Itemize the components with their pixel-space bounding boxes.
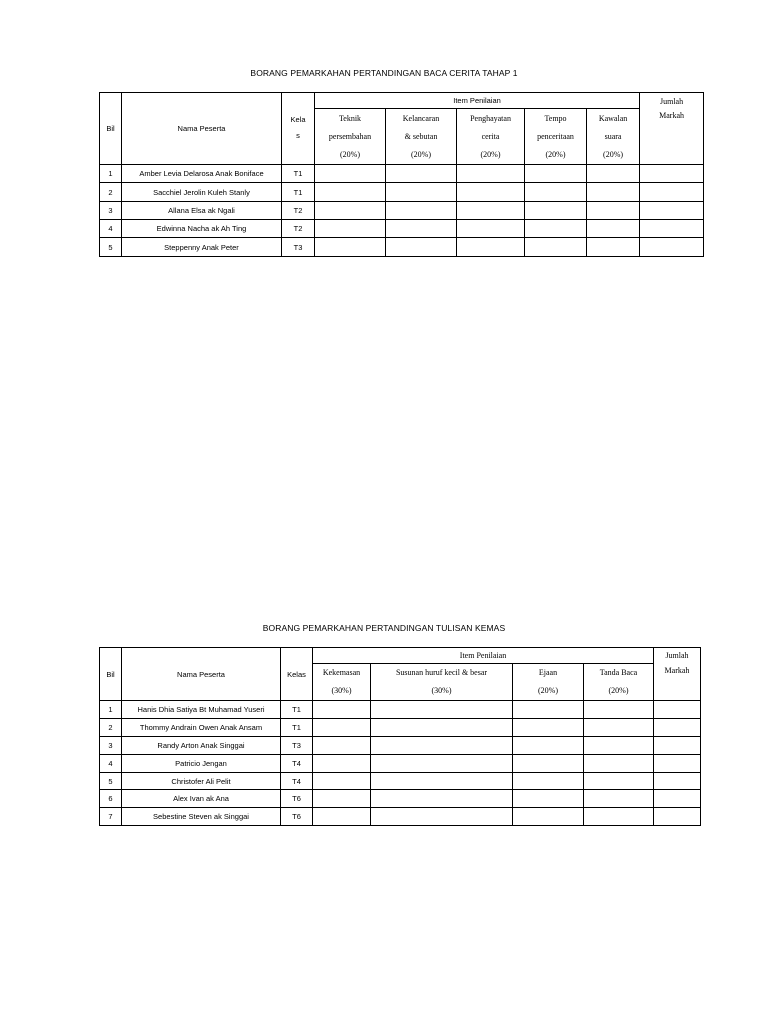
score-cell[interactable] <box>313 808 371 826</box>
score-cell[interactable] <box>513 719 584 737</box>
criteria-susunan <box>371 664 513 701</box>
form2-table <box>99 647 701 826</box>
kelas-header-line2: s <box>296 130 300 140</box>
criteria-line: (20%) <box>480 150 501 159</box>
table-row <box>100 238 704 257</box>
bil-header: Bil <box>100 93 122 165</box>
total-cell[interactable] <box>640 238 704 257</box>
table-row <box>100 790 701 808</box>
nama-cell: Hanis Dhia Satiya Bt Muhamad Yuseri <box>122 701 281 719</box>
score-cell[interactable] <box>584 755 654 773</box>
score-cell[interactable] <box>371 808 513 826</box>
criteria-line: Teknik <box>338 114 362 123</box>
kelas-cell: T3 <box>282 238 315 257</box>
score-cell[interactable] <box>513 808 584 826</box>
criteria-line: (20%) <box>608 686 629 695</box>
kelas-cell: T4 <box>281 773 313 790</box>
criteria-line: Susunan huruf kecil & besar <box>395 668 488 677</box>
bil-header: Bil <box>100 648 122 701</box>
total-cell[interactable] <box>654 808 701 826</box>
score-cell[interactable] <box>313 790 371 808</box>
jumlah-markah-header <box>654 648 701 701</box>
score-cell[interactable] <box>525 165 587 183</box>
jumlah-line2: Markah <box>664 666 690 675</box>
nama-header: Nama Peserta <box>122 648 281 701</box>
total-cell[interactable] <box>654 701 701 719</box>
bil-cell: 2 <box>100 719 122 737</box>
kelas-cell: T2 <box>282 220 315 238</box>
criteria-line: (30%) <box>431 686 452 695</box>
score-cell[interactable] <box>584 737 654 755</box>
score-cell[interactable] <box>584 719 654 737</box>
jumlah-line1: Jumlah <box>665 651 689 660</box>
bil-cell: 3 <box>100 202 122 220</box>
score-cell[interactable] <box>457 220 525 238</box>
score-cell[interactable] <box>525 238 587 257</box>
score-cell[interactable] <box>315 202 386 220</box>
table-row <box>100 202 704 220</box>
score-cell[interactable] <box>386 183 457 202</box>
criteria-line: (30%) <box>331 686 352 695</box>
score-cell[interactable] <box>315 183 386 202</box>
score-cell[interactable] <box>313 719 371 737</box>
score-cell[interactable] <box>457 165 525 183</box>
score-cell[interactable] <box>525 202 587 220</box>
score-cell[interactable] <box>313 737 371 755</box>
score-cell[interactable] <box>513 737 584 755</box>
criteria-line: Penghayatan <box>470 114 511 123</box>
table-row <box>100 773 701 790</box>
total-cell[interactable] <box>654 755 701 773</box>
score-cell[interactable] <box>513 701 584 719</box>
bil-cell: 5 <box>100 773 122 790</box>
criteria-kawalan <box>587 109 640 165</box>
criteria-tempo <box>525 109 587 165</box>
nama-cell: Edwinna Nacha ak Ah Ting <box>122 220 282 238</box>
criteria-teknik <box>315 109 386 165</box>
nama-cell: Thommy Andrain Owen Anak Ansam <box>122 719 281 737</box>
jumlah-line1: Jumlah <box>660 97 684 106</box>
total-cell[interactable] <box>654 790 701 808</box>
score-cell[interactable] <box>587 183 640 202</box>
score-cell[interactable] <box>584 790 654 808</box>
nama-cell: Randy Arton Anak Singgai <box>122 737 281 755</box>
score-cell[interactable] <box>587 165 640 183</box>
score-cell[interactable] <box>315 238 386 257</box>
score-cell[interactable] <box>584 773 654 790</box>
bil-cell: 4 <box>100 220 122 238</box>
jumlah-line2: Markah <box>659 111 684 120</box>
score-cell[interactable] <box>386 202 457 220</box>
bil-cell: 2 <box>100 183 122 202</box>
score-cell[interactable] <box>584 701 654 719</box>
kelas-cell: T1 <box>282 183 315 202</box>
score-cell[interactable] <box>587 220 640 238</box>
table-row <box>100 737 701 755</box>
criteria-tanda-baca <box>584 664 654 701</box>
criteria-line: persembahan <box>328 132 372 141</box>
score-cell[interactable] <box>386 238 457 257</box>
nama-cell: Christofer Ali Pelit <box>122 773 281 790</box>
bil-cell: 6 <box>100 790 122 808</box>
criteria-line: (20%) <box>411 150 431 159</box>
kelas-header-line1: Kela <box>290 114 306 124</box>
kelas-cell: T3 <box>281 737 313 755</box>
criteria-line: cerita <box>481 132 500 141</box>
criteria-line: Kawalan <box>598 114 628 123</box>
score-cell[interactable] <box>313 755 371 773</box>
score-cell[interactable] <box>371 737 513 755</box>
score-cell[interactable] <box>457 238 525 257</box>
bil-cell: 4 <box>100 755 122 773</box>
score-cell[interactable] <box>315 220 386 238</box>
score-cell[interactable] <box>525 220 587 238</box>
criteria-penghayatan <box>457 109 525 165</box>
criteria-kelancaran <box>386 109 457 165</box>
criteria-ejaan <box>513 664 584 701</box>
score-cell[interactable] <box>371 790 513 808</box>
score-cell[interactable] <box>587 202 640 220</box>
table-row <box>100 808 701 826</box>
score-cell[interactable] <box>525 183 587 202</box>
score-cell[interactable] <box>386 220 457 238</box>
nama-cell: Steppenny Anak Peter <box>122 238 282 257</box>
nama-cell: Amber Levia Delarosa Anak Boniface <box>122 165 282 183</box>
nama-cell: Sacchiel Jerolin Kuleh Stanly <box>122 183 282 202</box>
form2-title: BORANG PEMARKAHAN PERTANDINGAN TULISAN KEMAS <box>262 623 506 633</box>
score-cell[interactable] <box>386 165 457 183</box>
table-row <box>100 719 701 737</box>
score-cell[interactable] <box>513 790 584 808</box>
criteria-line: (20%) <box>538 686 558 695</box>
criteria-line: & sebutan <box>404 132 438 141</box>
score-cell[interactable] <box>457 183 525 202</box>
total-cell[interactable] <box>654 773 701 790</box>
total-cell[interactable] <box>640 183 704 202</box>
score-cell[interactable] <box>371 701 513 719</box>
score-cell[interactable] <box>313 773 371 790</box>
score-cell[interactable] <box>371 719 513 737</box>
score-cell[interactable] <box>315 165 386 183</box>
score-cell[interactable] <box>584 808 654 826</box>
form1-title: BORANG PEMARKAHAN PERTANDINGAN BACA CERITA TAHAP 1 <box>250 68 518 78</box>
kelas-cell: T4 <box>281 755 313 773</box>
nama-header: Nama Peserta <box>122 93 282 165</box>
bil-cell: 5 <box>100 238 122 257</box>
criteria-line: (20%) <box>340 150 360 159</box>
nama-cell: Allana Elsa ak Ngali <box>122 202 282 220</box>
kelas-cell: T1 <box>281 719 313 737</box>
jumlah-markah-header <box>640 93 704 165</box>
criteria-line: Tanda Baca <box>599 668 638 677</box>
criteria-kekemasan <box>313 664 371 701</box>
bil-cell: 7 <box>100 808 122 826</box>
total-cell[interactable] <box>640 165 704 183</box>
item-penilaian-header: Item Penilaian <box>313 648 654 664</box>
criteria-line: Kekemasan <box>322 668 361 677</box>
score-cell[interactable] <box>313 701 371 719</box>
score-cell[interactable] <box>371 755 513 773</box>
kelas-cell: T1 <box>281 701 313 719</box>
nama-cell: Patricio Jengan <box>122 755 281 773</box>
criteria-line: Kelancaran <box>402 114 440 123</box>
table-row <box>100 755 701 773</box>
bil-cell: 3 <box>100 737 122 755</box>
total-cell[interactable] <box>640 202 704 220</box>
criteria-line: penceritaan <box>537 132 574 141</box>
criteria-line: Tempo <box>544 114 567 123</box>
kelas-header <box>282 93 315 165</box>
table-row <box>100 701 701 719</box>
kelas-cell: T1 <box>282 165 315 183</box>
table-row <box>100 220 704 238</box>
criteria-line: (20%) <box>545 150 566 159</box>
item-penilaian-header: Item Penilaian <box>315 93 640 109</box>
total-cell[interactable] <box>654 737 701 755</box>
kelas-header: Kelas <box>281 648 313 701</box>
nama-cell: Sebestine Steven ak Singgai <box>122 808 281 826</box>
criteria-line: suara <box>604 132 622 141</box>
criteria-line: Ejaan <box>538 668 558 677</box>
nama-cell: Alex Ivan ak Ana <box>122 790 281 808</box>
score-cell[interactable] <box>587 238 640 257</box>
score-cell[interactable] <box>513 773 584 790</box>
bil-cell: 1 <box>100 165 122 183</box>
total-cell[interactable] <box>654 719 701 737</box>
kelas-cell: T6 <box>281 808 313 826</box>
bil-cell: 1 <box>100 701 122 719</box>
criteria-line: (20%) <box>603 150 624 159</box>
total-cell[interactable] <box>640 220 704 238</box>
kelas-cell: T6 <box>281 790 313 808</box>
table-row <box>100 165 704 183</box>
score-cell[interactable] <box>513 755 584 773</box>
table-row <box>100 183 704 202</box>
score-cell[interactable] <box>457 202 525 220</box>
form1-table <box>99 92 704 257</box>
score-cell[interactable] <box>371 773 513 790</box>
kelas-cell: T2 <box>282 202 315 220</box>
